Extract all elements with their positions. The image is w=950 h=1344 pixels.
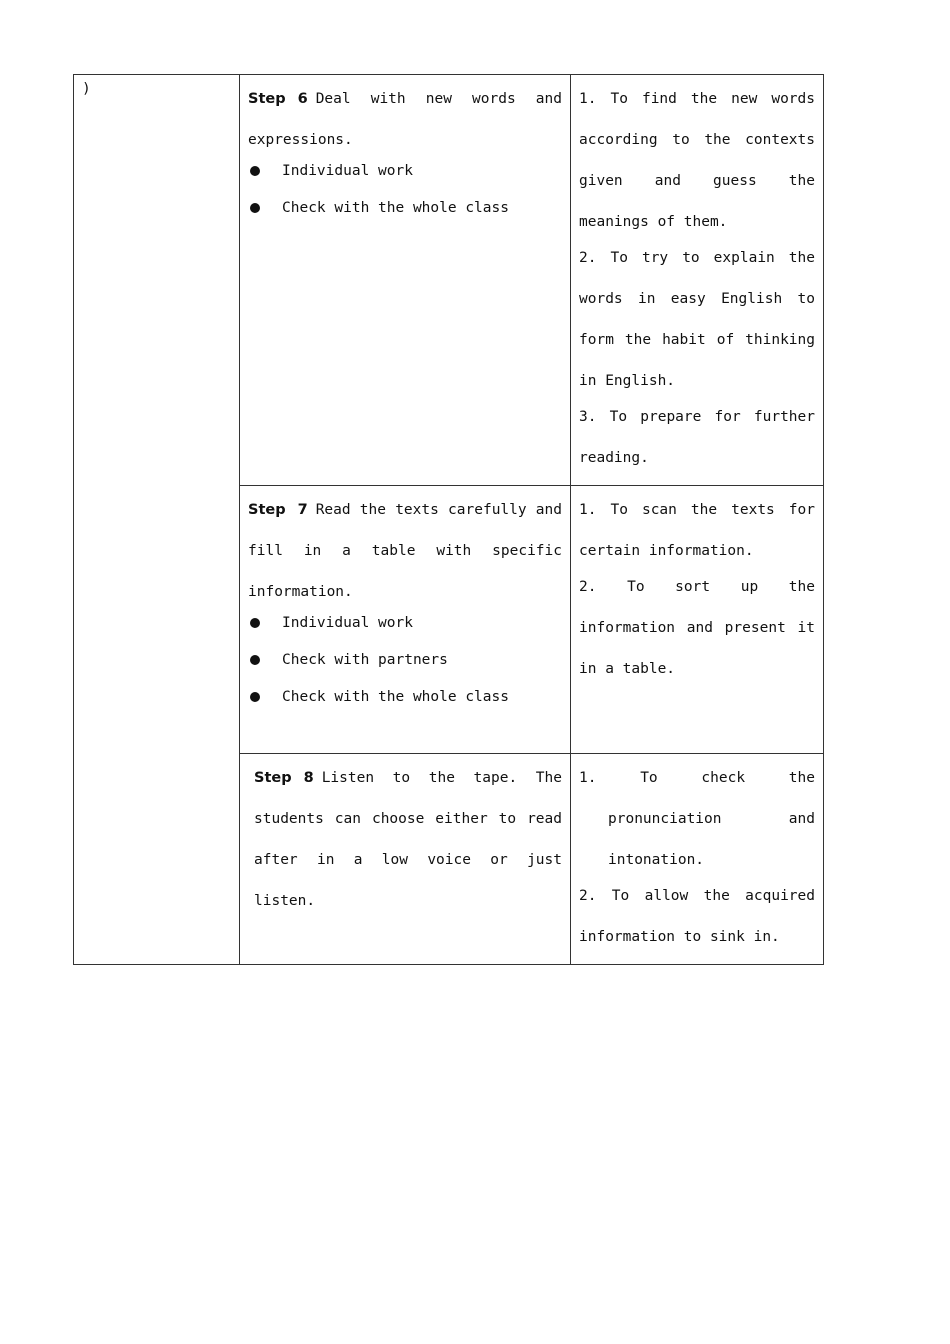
objective-item: 1. To find the new words according to the contexts given and guess the meanings of them. bbox=[579, 91, 815, 230]
list-item bbox=[248, 190, 562, 227]
step-label: Step bbox=[248, 502, 286, 518]
objective-cell bbox=[571, 754, 824, 965]
list-item bbox=[248, 679, 562, 716]
list-item bbox=[248, 605, 562, 642]
activity-cell bbox=[240, 486, 571, 754]
activity-description: Listen to the tape. The students can choose either to read after in a low voice or just listen. bbox=[254, 770, 562, 909]
objective-item: 2. To sort up the information and present it in a table. bbox=[579, 579, 815, 677]
step-number: 7 bbox=[297, 502, 308, 518]
list-item bbox=[248, 153, 562, 190]
list-item-label: Check with the whole class bbox=[282, 200, 509, 216]
objective-item: 2. To allow the acquired information to sink in. bbox=[579, 888, 815, 945]
lesson-plan-table bbox=[73, 74, 824, 965]
step-number: 8 bbox=[303, 770, 314, 786]
objective-item: 2. To try to explain the words in easy English to form the habit of thinking in English. bbox=[579, 250, 815, 389]
step-label: Step bbox=[254, 770, 292, 786]
list-item-label: Check with partners bbox=[282, 652, 448, 668]
activity-text bbox=[254, 758, 562, 922]
table-row bbox=[74, 75, 824, 486]
list-item-label: Individual work bbox=[282, 615, 413, 631]
step-label: Step bbox=[248, 91, 286, 107]
objective-item: 3. To prepare for further reading. bbox=[579, 409, 815, 466]
objective-cell bbox=[571, 486, 824, 754]
bullet-icon bbox=[250, 166, 260, 176]
activity-bullets bbox=[248, 605, 562, 716]
bullet-icon bbox=[250, 655, 260, 665]
bullet-icon bbox=[250, 203, 260, 213]
list-item-label: Individual work bbox=[282, 163, 413, 179]
activity-text bbox=[248, 490, 562, 613]
list-item-label: Check with the whole class bbox=[282, 689, 509, 705]
activity-cell bbox=[240, 75, 571, 486]
activity-cell bbox=[240, 754, 571, 965]
activity-description: Deal with new words and expressions. bbox=[248, 91, 562, 148]
activity-bullets bbox=[248, 153, 562, 227]
activity-description: Read the texts carefully and fill in a table with specific information. bbox=[248, 502, 562, 600]
bullet-icon bbox=[250, 618, 260, 628]
objective-item: 1. To scan the texts for certain information. bbox=[579, 502, 815, 559]
step-number: 6 bbox=[297, 91, 308, 107]
stage-cell bbox=[74, 75, 240, 965]
activity-text bbox=[248, 79, 562, 161]
list-item bbox=[248, 642, 562, 679]
bullet-icon bbox=[250, 692, 260, 702]
objective-cell bbox=[571, 75, 824, 486]
stage-text: ) bbox=[82, 81, 91, 97]
objective-item: 1. To check the pronunciation and intonation. bbox=[579, 770, 815, 868]
